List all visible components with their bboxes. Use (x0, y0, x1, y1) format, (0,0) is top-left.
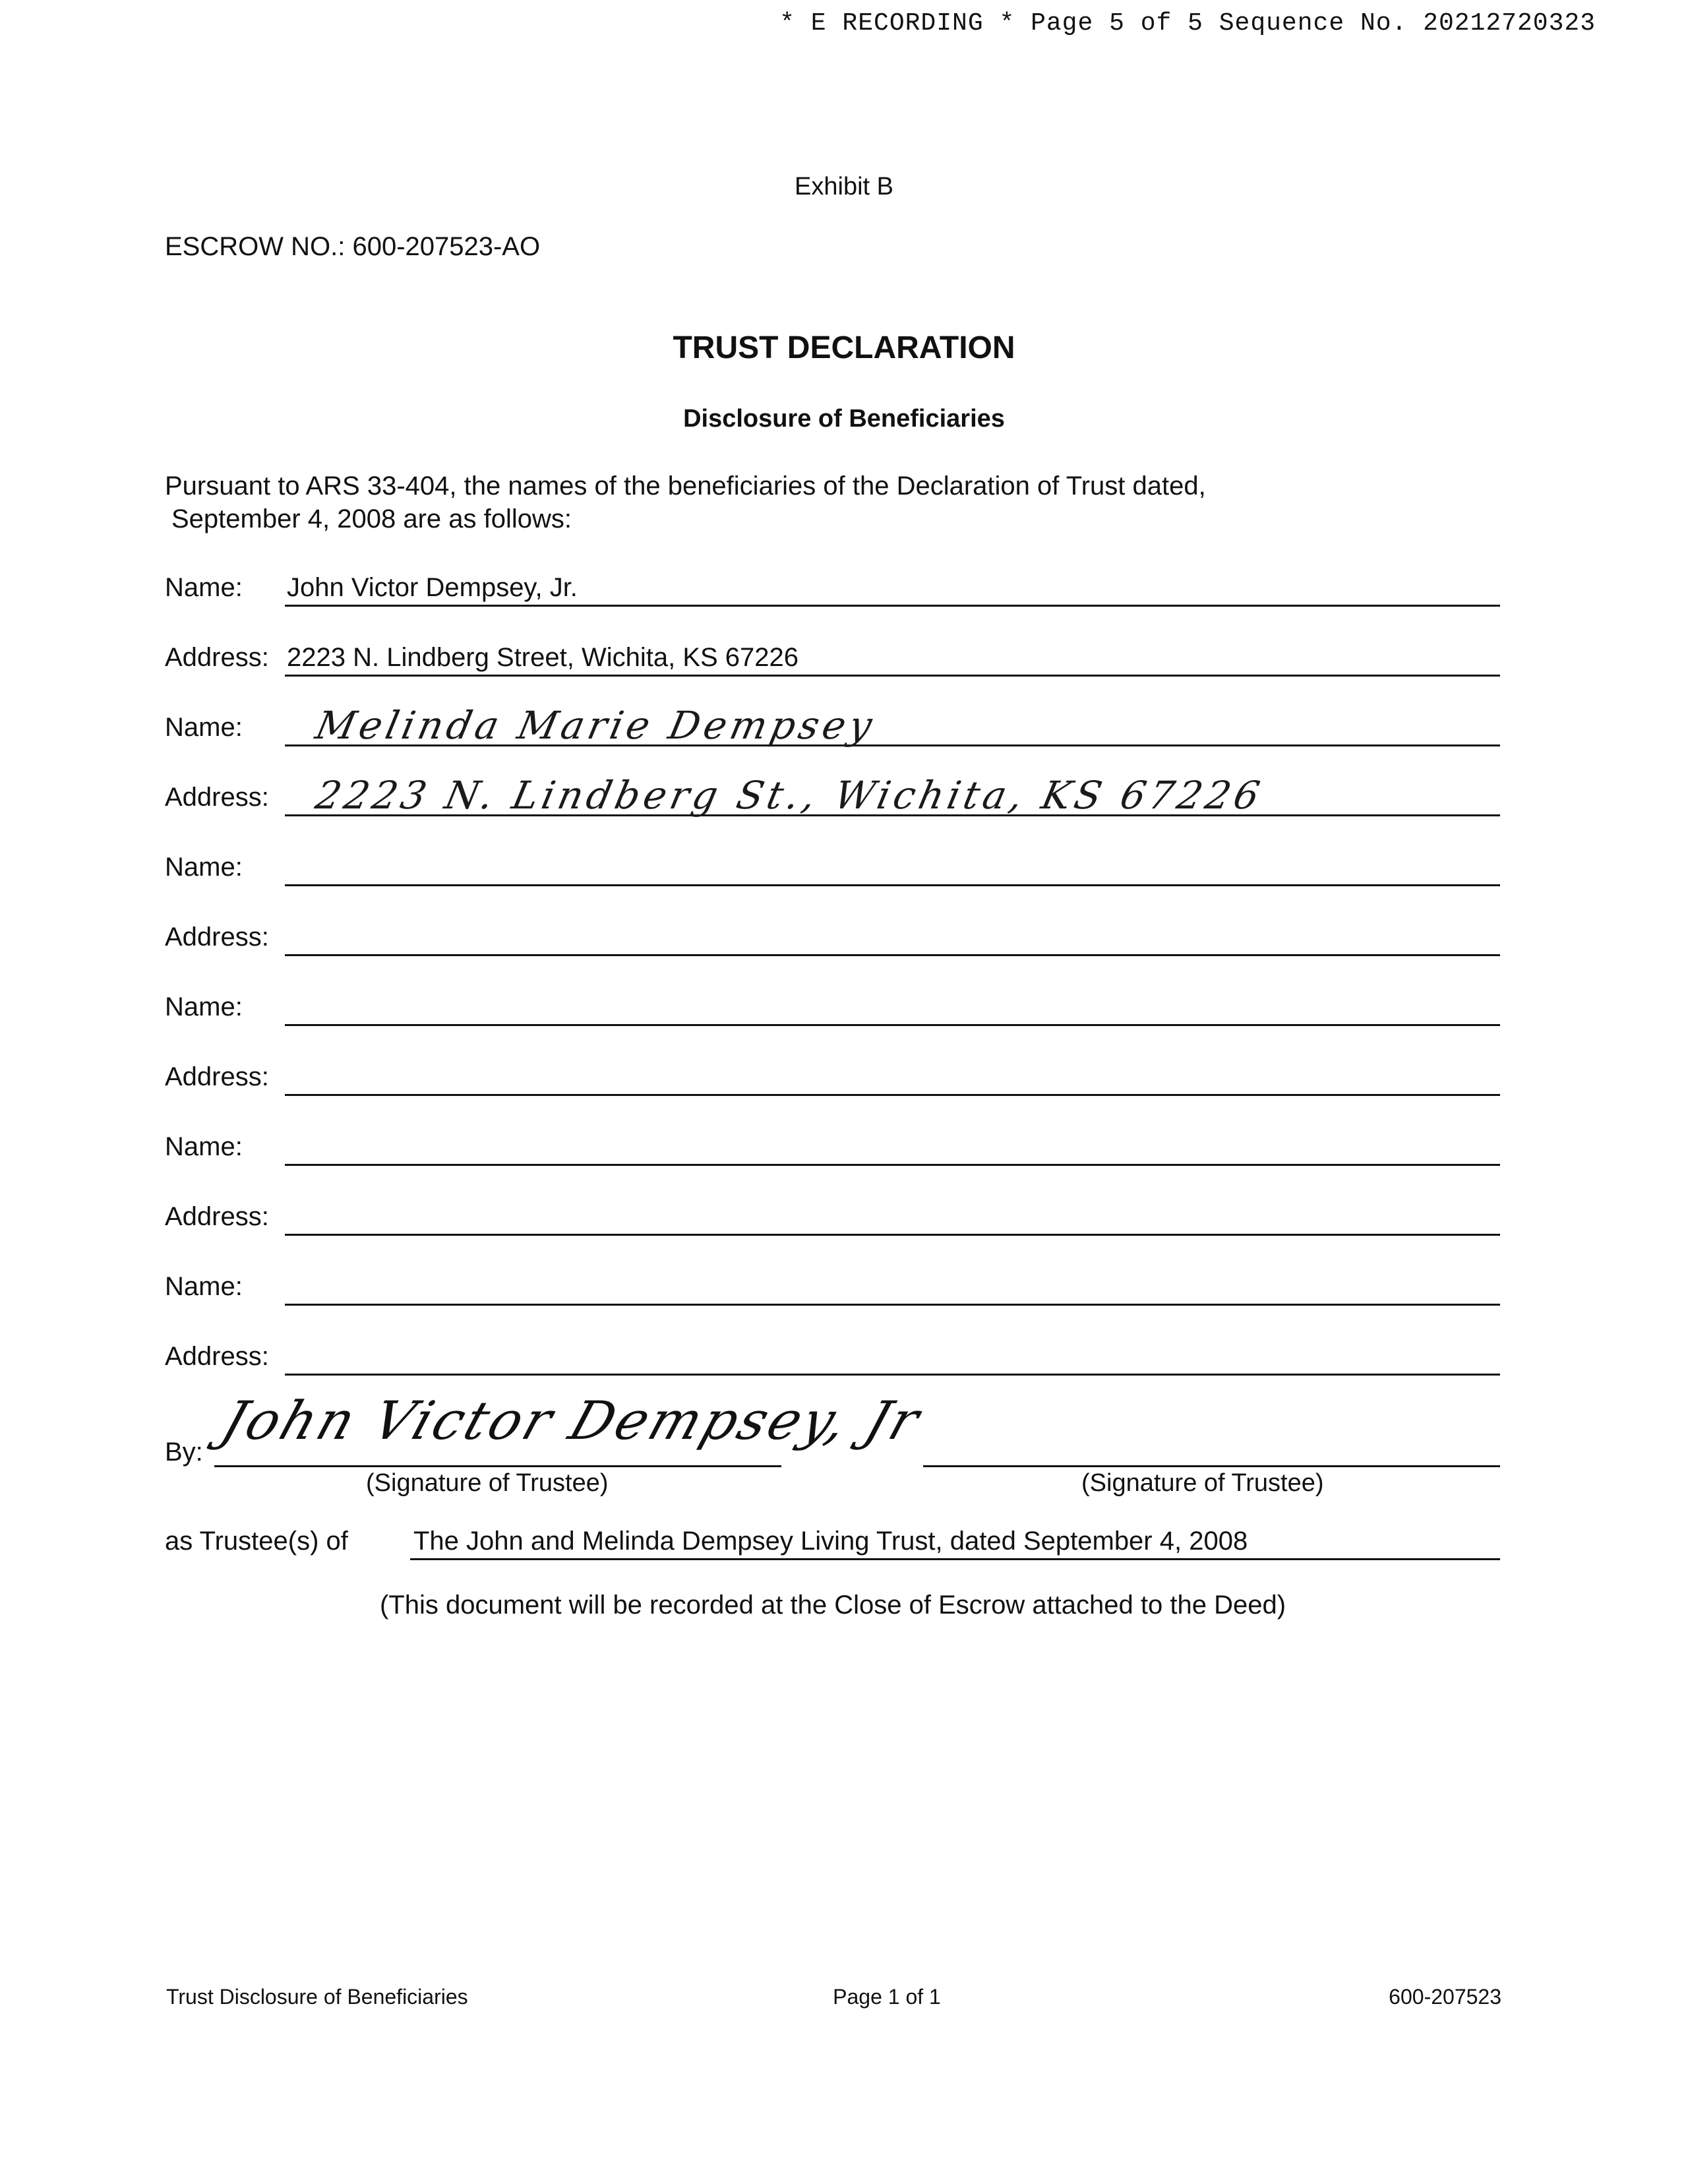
beneficiary-name-label: Name: (165, 713, 243, 742)
beneficiary-address-label: Address: (165, 923, 269, 952)
recording-note: (This document will be recorded at the Close of Escrow attached to the Deed) (380, 1591, 1286, 1620)
beneficiary-address-label: Address: (165, 1062, 269, 1091)
beneficiary-name-field[interactable] (165, 980, 1500, 1026)
beneficiary-name-field[interactable] (165, 1259, 1500, 1306)
beneficiary-address-label: Address: (165, 1202, 269, 1231)
intro-line-1: Pursuant to ARS 33-404, the names of the beneficiaries of the Declaration of Trust dated, (165, 471, 1206, 501)
beneficiary-address-value: 2223 N. Lindberg Street, Wichita, KS 67226 (287, 643, 799, 672)
beneficiary-address-line (285, 1234, 1500, 1236)
beneficiary-address-field[interactable] (165, 910, 1500, 956)
beneficiary-name-field[interactable] (165, 840, 1500, 886)
beneficiary-address-label: Address: (165, 1342, 269, 1371)
beneficiary-address-field[interactable] (165, 630, 1500, 677)
beneficiary-name-field[interactable] (165, 1120, 1500, 1166)
intro-line-2: September 4, 2008 are as follows: (171, 504, 572, 533)
recording-stamp: * E RECORDING * Page 5 of 5 Sequence No. 20212720323 (779, 9, 1596, 38)
beneficiary-address-line (285, 1374, 1500, 1376)
beneficiary-name-line (285, 605, 1500, 607)
signature-caption-2: (Signature of Trustee) (1081, 1469, 1324, 1497)
beneficiary-name-line (285, 884, 1500, 886)
beneficiary-name-line (285, 1024, 1500, 1026)
footer-title: Trust Disclosure of Beneficiaries (166, 1985, 468, 2009)
beneficiary-address-value: 2223 N. Lindberg St., Wichita, KS 67226 (311, 773, 1268, 818)
beneficiary-name-label: Name: (165, 1272, 243, 1301)
beneficiary-address-line (285, 954, 1500, 956)
beneficiary-address-field[interactable] (165, 1050, 1500, 1096)
trustee-signature-1: John Victor Dempsey, Jr (214, 1390, 930, 1451)
beneficiary-name-label: Name: (165, 853, 243, 882)
by-label: By: (165, 1438, 203, 1467)
document-title: TRUST DECLARATION (673, 330, 1015, 365)
beneficiary-name-value: Melinda Marie Dempsey (311, 703, 880, 748)
intro-paragraph (165, 470, 1206, 535)
signature-line-1 (214, 1465, 781, 1467)
footer-reference: 600-207523 (1389, 1985, 1501, 2009)
beneficiary-address-line (285, 675, 1500, 677)
beneficiary-address-line (285, 1094, 1500, 1096)
beneficiary-address-label: Address: (165, 783, 269, 812)
beneficiary-name-field[interactable] (165, 700, 1500, 746)
beneficiary-name-line (285, 1304, 1500, 1306)
trustee-label: as Trustee(s) of (165, 1527, 348, 1556)
trust-name: The John and Melinda Dempsey Living Trust, dated September 4, 2008 (413, 1527, 1248, 1556)
signature-caption-1: (Signature of Trustee) (366, 1469, 609, 1497)
beneficiary-name-line (285, 1164, 1500, 1166)
document-subtitle: Disclosure of Beneficiaries (683, 405, 1005, 433)
exhibit-label: Exhibit B (795, 173, 893, 200)
beneficiary-name-label: Name: (165, 1132, 243, 1161)
beneficiary-address-field[interactable] (165, 1329, 1500, 1376)
beneficiary-name-label: Name: (165, 573, 243, 602)
beneficiary-address-field[interactable] (165, 1190, 1500, 1236)
beneficiary-name-field[interactable] (165, 561, 1500, 607)
footer-page-number: Page 1 of 1 (833, 1985, 941, 2009)
beneficiary-name-value: John Victor Dempsey, Jr. (287, 573, 578, 602)
beneficiary-name-label: Name: (165, 992, 243, 1021)
beneficiary-address-label: Address: (165, 643, 269, 672)
trust-name-line (410, 1558, 1500, 1560)
signature-line-2 (923, 1465, 1500, 1467)
beneficiary-address-field[interactable] (165, 770, 1500, 816)
escrow-number: ESCROW NO.: 600-207523-AO (165, 232, 541, 261)
